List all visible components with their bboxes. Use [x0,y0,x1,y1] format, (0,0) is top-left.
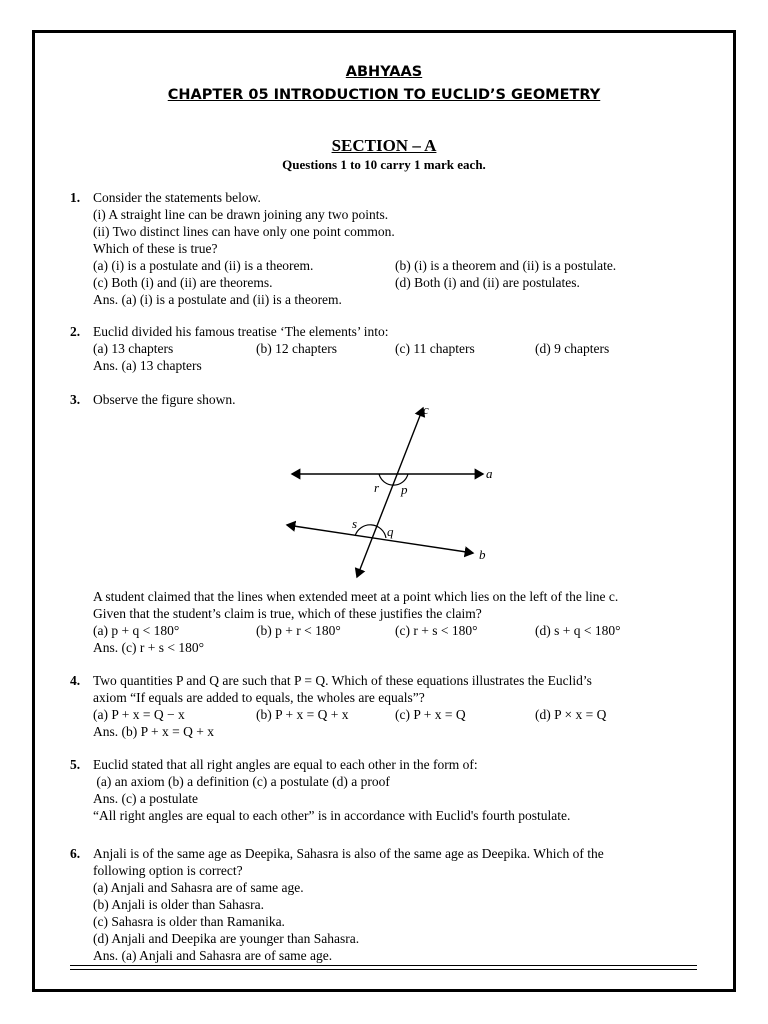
question-6 [70,845,710,964]
option-a: (a) 13 chapters [93,341,174,356]
option-a: (a) P + x = Q − x [93,707,185,722]
option-c: (c) Sahasra is older than Ramanika. [93,914,285,929]
question-3-continued [70,588,710,656]
option-a: (a) p + q < 180° [93,623,180,638]
options: (a) an axiom (b) a definition (c) a postulate (d) a proof [93,774,390,789]
document-title: ABHYAAS [345,64,423,80]
option-b: (b) Anjali is older than Sahasra. [93,897,264,912]
question-text: Anjali is of the same age as Deepika, Sahasra is also of the same age as Deepika. Which of the [93,846,604,861]
label-r: r [374,480,380,495]
question-number: 1. [70,190,81,205]
answer: Ans. (a) Anjali and Sahasra are of same age. [93,948,333,963]
option-c: (c) r + s < 180° [395,623,478,638]
question-prompt: Which of these is true? [93,241,218,256]
question-text-2: following option is correct? [93,863,243,878]
option-c: (c) 11 chapters [395,341,475,356]
option-d: (d) s + q < 180° [535,623,621,638]
chapter-title: CHAPTER 05 INTRODUCTION TO EUCLID’S GEOMETRY [167,87,601,103]
explanation: “All right angles are equal to each other” is in accordance with Euclid's fourth postulate. [93,808,571,823]
question-number: 3. [70,392,81,407]
label-b: b [479,547,486,562]
option-c: (c) P + x = Q [395,707,466,722]
line-b [287,525,473,553]
answer: Ans. (b) P + x = Q + x [93,724,214,739]
question-text: Consider the statements below. [93,190,261,205]
question-text-2: axiom “If equals are added to equals, the wholes are equals”? [93,690,425,705]
question-text: Euclid divided his famous treatise ‘The elements’ into: [93,324,389,339]
option-b: (b) P + x = Q + x [256,707,349,722]
question-text: A student claimed that the lines when extended meet at a point which lies on the left of the line c. [93,589,619,604]
question-text: Observe the figure shown. [93,392,236,407]
section-title: SECTION – A [331,136,437,155]
question-5 [70,756,710,824]
label-a: a [486,466,493,481]
section-subtitle: Questions 1 to 10 carry 1 mark each. [282,157,486,172]
label-c: c [423,402,429,417]
statement-ii: (ii) Two distinct lines can have only one point common. [93,224,395,239]
answer: Ans. (c) r + s < 180° [93,640,204,655]
question-number: 6. [70,846,81,861]
option-a: (a) Anjali and Sahasra are of same age. [93,880,304,895]
option-b: (b) (i) is a theorem and (ii) is a postulate. [395,258,617,273]
label-q: q [387,524,394,539]
transversal-figure [280,400,510,585]
footer-rule [70,969,697,970]
option-c: (c) Both (i) and (ii) are theorems. [93,275,273,290]
question-4 [70,672,710,740]
option-a: (a) (i) is a postulate and (ii) is a theorem. [93,258,314,273]
question-number: 5. [70,757,81,772]
question-text: Euclid stated that all right angles are equal to each other in the form of: [93,757,478,772]
option-d: (d) 9 chapters [535,341,610,356]
label-p: p [401,482,408,497]
line-c [357,408,423,577]
answer: Ans. (c) a postulate [93,791,198,806]
option-b: (b) 12 chapters [256,341,337,356]
question-1 [70,189,710,308]
option-d: (d) Both (i) and (ii) are postulates. [395,275,580,290]
answer: Ans. (a) 13 chapters [93,358,202,373]
option-b: (b) p + r < 180° [256,623,341,638]
label-s: s [352,516,358,531]
footer-rule [70,965,697,966]
question-number: 4. [70,673,81,688]
question-prompt: Given that the student’s claim is true, which of these justifies the claim? [93,606,482,621]
option-d: (d) P × x = Q [535,707,607,722]
statement-i: (i) A straight line can be drawn joining any two points. [93,207,389,222]
answer: Ans. (a) (i) is a postulate and (ii) is a theorem. [93,292,342,307]
option-d: (d) Anjali and Deepika are younger than Sahasra. [93,931,360,946]
question-2 [70,323,710,374]
question-number: 2. [70,324,81,339]
question-text: Two quantities P and Q are such that P = Q. Which of these equations illustrates the Euclid’s [93,673,592,688]
